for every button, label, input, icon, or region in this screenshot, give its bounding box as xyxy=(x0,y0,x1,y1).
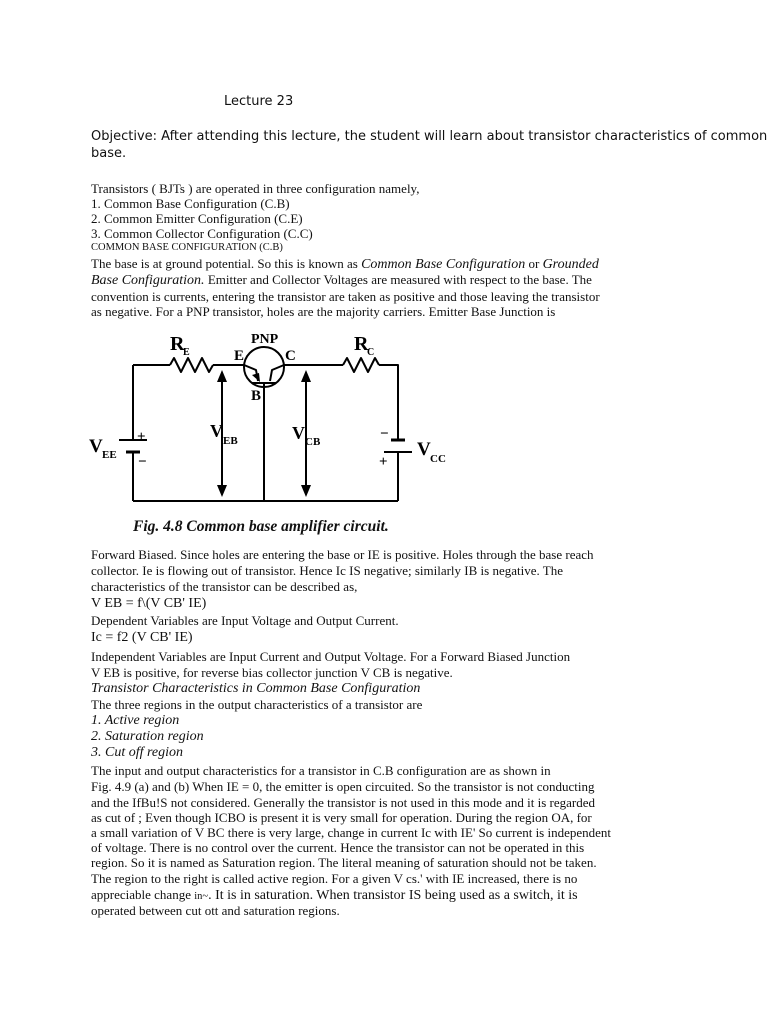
para3-line-8: The region to the right is called active region. For a given V cs.' with IE increased, there is no xyxy=(91,871,578,886)
arrowhead-emitter xyxy=(252,373,260,382)
arrowhead-vcb-down xyxy=(301,485,311,497)
para2-line-3: characteristics of the transistor can be described as, xyxy=(91,579,358,594)
para3-line-9-text: appreciable change xyxy=(91,887,195,902)
para1-emphasis-cb: Common Base Configuration xyxy=(361,257,526,272)
para3-line-6: of voltage. There is no control over the current. Hence the transistor can not be operated in this xyxy=(91,840,585,855)
lecture-title: Lecture 23 xyxy=(224,94,294,109)
characteristics-heading: Transistor Characteristics in Common Base Configuration xyxy=(91,681,421,696)
transistor-collector-lead xyxy=(270,365,284,381)
label-vcc: V xyxy=(417,439,431,460)
equation-veb: V EB = f\(V CB' IE) xyxy=(91,596,207,611)
label-vcc-sub: CC xyxy=(430,453,446,465)
label-vee-plus: + xyxy=(137,429,146,445)
objective-line-2: base. xyxy=(91,146,127,161)
label-vcc-plus: + xyxy=(379,454,388,470)
section-heading: COMMON BASE CONFIGURATION (C.B) xyxy=(91,242,283,253)
regions-intro: The three regions in the output characteristics of a transistor are xyxy=(91,697,423,712)
label-vcb: V xyxy=(292,423,305,443)
region-saturation: 2. Saturation region xyxy=(91,729,204,744)
arrowhead-veb-down xyxy=(217,485,227,497)
dependent-variables: Dependent Variables are Input Voltage and Output Current. xyxy=(91,613,399,628)
label-veb: V xyxy=(210,421,223,441)
para3-line-2: Fig. 4.9 (a) and (b) When IE = 0, the emitter is open circuited. So the transistor is not conducting xyxy=(91,779,595,794)
arrowhead-vcb-up xyxy=(301,370,311,382)
para1-line-3: convention is currents, entering the transistor are taken as positive and those leaving the transistor xyxy=(91,289,600,304)
intro-item-cb: 1. Common Base Configuration (C.B) xyxy=(91,196,290,211)
label-rc: R xyxy=(354,333,369,355)
label-vee-sub: EE xyxy=(102,449,117,461)
label-vcb-sub: CB xyxy=(305,436,321,448)
transistor-emitter-lead xyxy=(244,365,258,381)
equation-ic: Ic = f2 (V CB' IE) xyxy=(91,630,193,645)
para1-emphasis-base: Base Configuration. xyxy=(91,273,205,288)
wire-top-right xyxy=(379,365,398,430)
para3-line-1: The input and output characteristics for a transistor in C.B configuration are as shown in xyxy=(91,763,551,778)
para2-line-2: collector. Ie is flowing out of transistor. Hence Ic IS negative; similarly IB is negative. The xyxy=(91,563,563,578)
label-e: E xyxy=(234,348,245,364)
para1-text-2: Emitter and Collector Voltages are measured with respect to the base. The xyxy=(204,272,592,287)
label-re-sub: E xyxy=(183,347,190,358)
para1-emphasis-grounded: Grounded xyxy=(542,257,599,272)
para3-line-4: as cut of ; Even though ICBO is present it is very small for operation. During the region OA, for xyxy=(91,810,592,825)
label-vee: V xyxy=(89,436,103,457)
label-vcc-minus: − xyxy=(380,426,389,442)
para3-line-9 xyxy=(91,887,578,904)
para1-text: The base is at ground potential. So this is known as xyxy=(91,256,362,271)
para1-text-or: or xyxy=(525,256,543,271)
resistor-rc-icon xyxy=(343,358,379,372)
region-active: 1. Active region xyxy=(91,713,180,728)
para3-line-9-tail: . It is in saturation. When transistor IS being used as a switch, it is xyxy=(208,888,578,903)
label-vee-minus: − xyxy=(138,454,147,470)
para3-line-3: and the IfBu!S not considered. Generally the transistor is not used in this mode and it is regarded xyxy=(91,795,595,810)
resistor-re-icon xyxy=(170,358,213,372)
label-pnp: PNP xyxy=(251,332,279,347)
para3-line-7: region. So it is named as Saturation region. The literal meaning of saturation should not be taken. xyxy=(91,855,597,870)
label-veb-sub: EB xyxy=(223,435,238,447)
para3-line-5: a small variation of V BC there is very large, change in current Ic with IE' So current is independent xyxy=(91,825,612,840)
independent-variables-line-2: V EB is positive, for reverse bias collector junction V CB is negative. xyxy=(91,665,453,680)
intro-item-cc: 3. Common Collector Configuration (C.C) xyxy=(91,226,313,241)
label-re: R xyxy=(170,333,185,355)
independent-variables-line-1: Independent Variables are Input Current and Output Voltage. For a Forward Biased Junction xyxy=(91,649,571,664)
para3-line-10: operated between cut ott and saturation regions. xyxy=(91,903,340,918)
para2-line-1: Forward Biased. Since holes are entering the base or IE is positive. Holes through the base reach xyxy=(91,547,594,562)
figure-caption: Fig. 4.8 Common base amplifier circuit. xyxy=(133,518,389,535)
para3-line-9-small: in~ xyxy=(194,891,209,902)
arrowhead-veb-up xyxy=(217,370,227,382)
label-c: C xyxy=(285,348,296,364)
intro-item-ce: 2. Common Emitter Configuration (C.E) xyxy=(91,211,303,226)
intro-line: Transistors ( BJTs ) are operated in three configuration namely, xyxy=(91,181,420,196)
label-b: B xyxy=(251,388,262,404)
para1-line-4: as negative. For a PNP transistor, holes are the majority carriers. Emitter Base Junction is xyxy=(91,304,556,319)
region-cutoff: 3. Cut off region xyxy=(91,745,184,760)
objective-line-1: Objective: After attending this lecture, the student will learn about transistor characteristics of common xyxy=(91,129,768,144)
label-rc-sub: C xyxy=(367,347,375,358)
